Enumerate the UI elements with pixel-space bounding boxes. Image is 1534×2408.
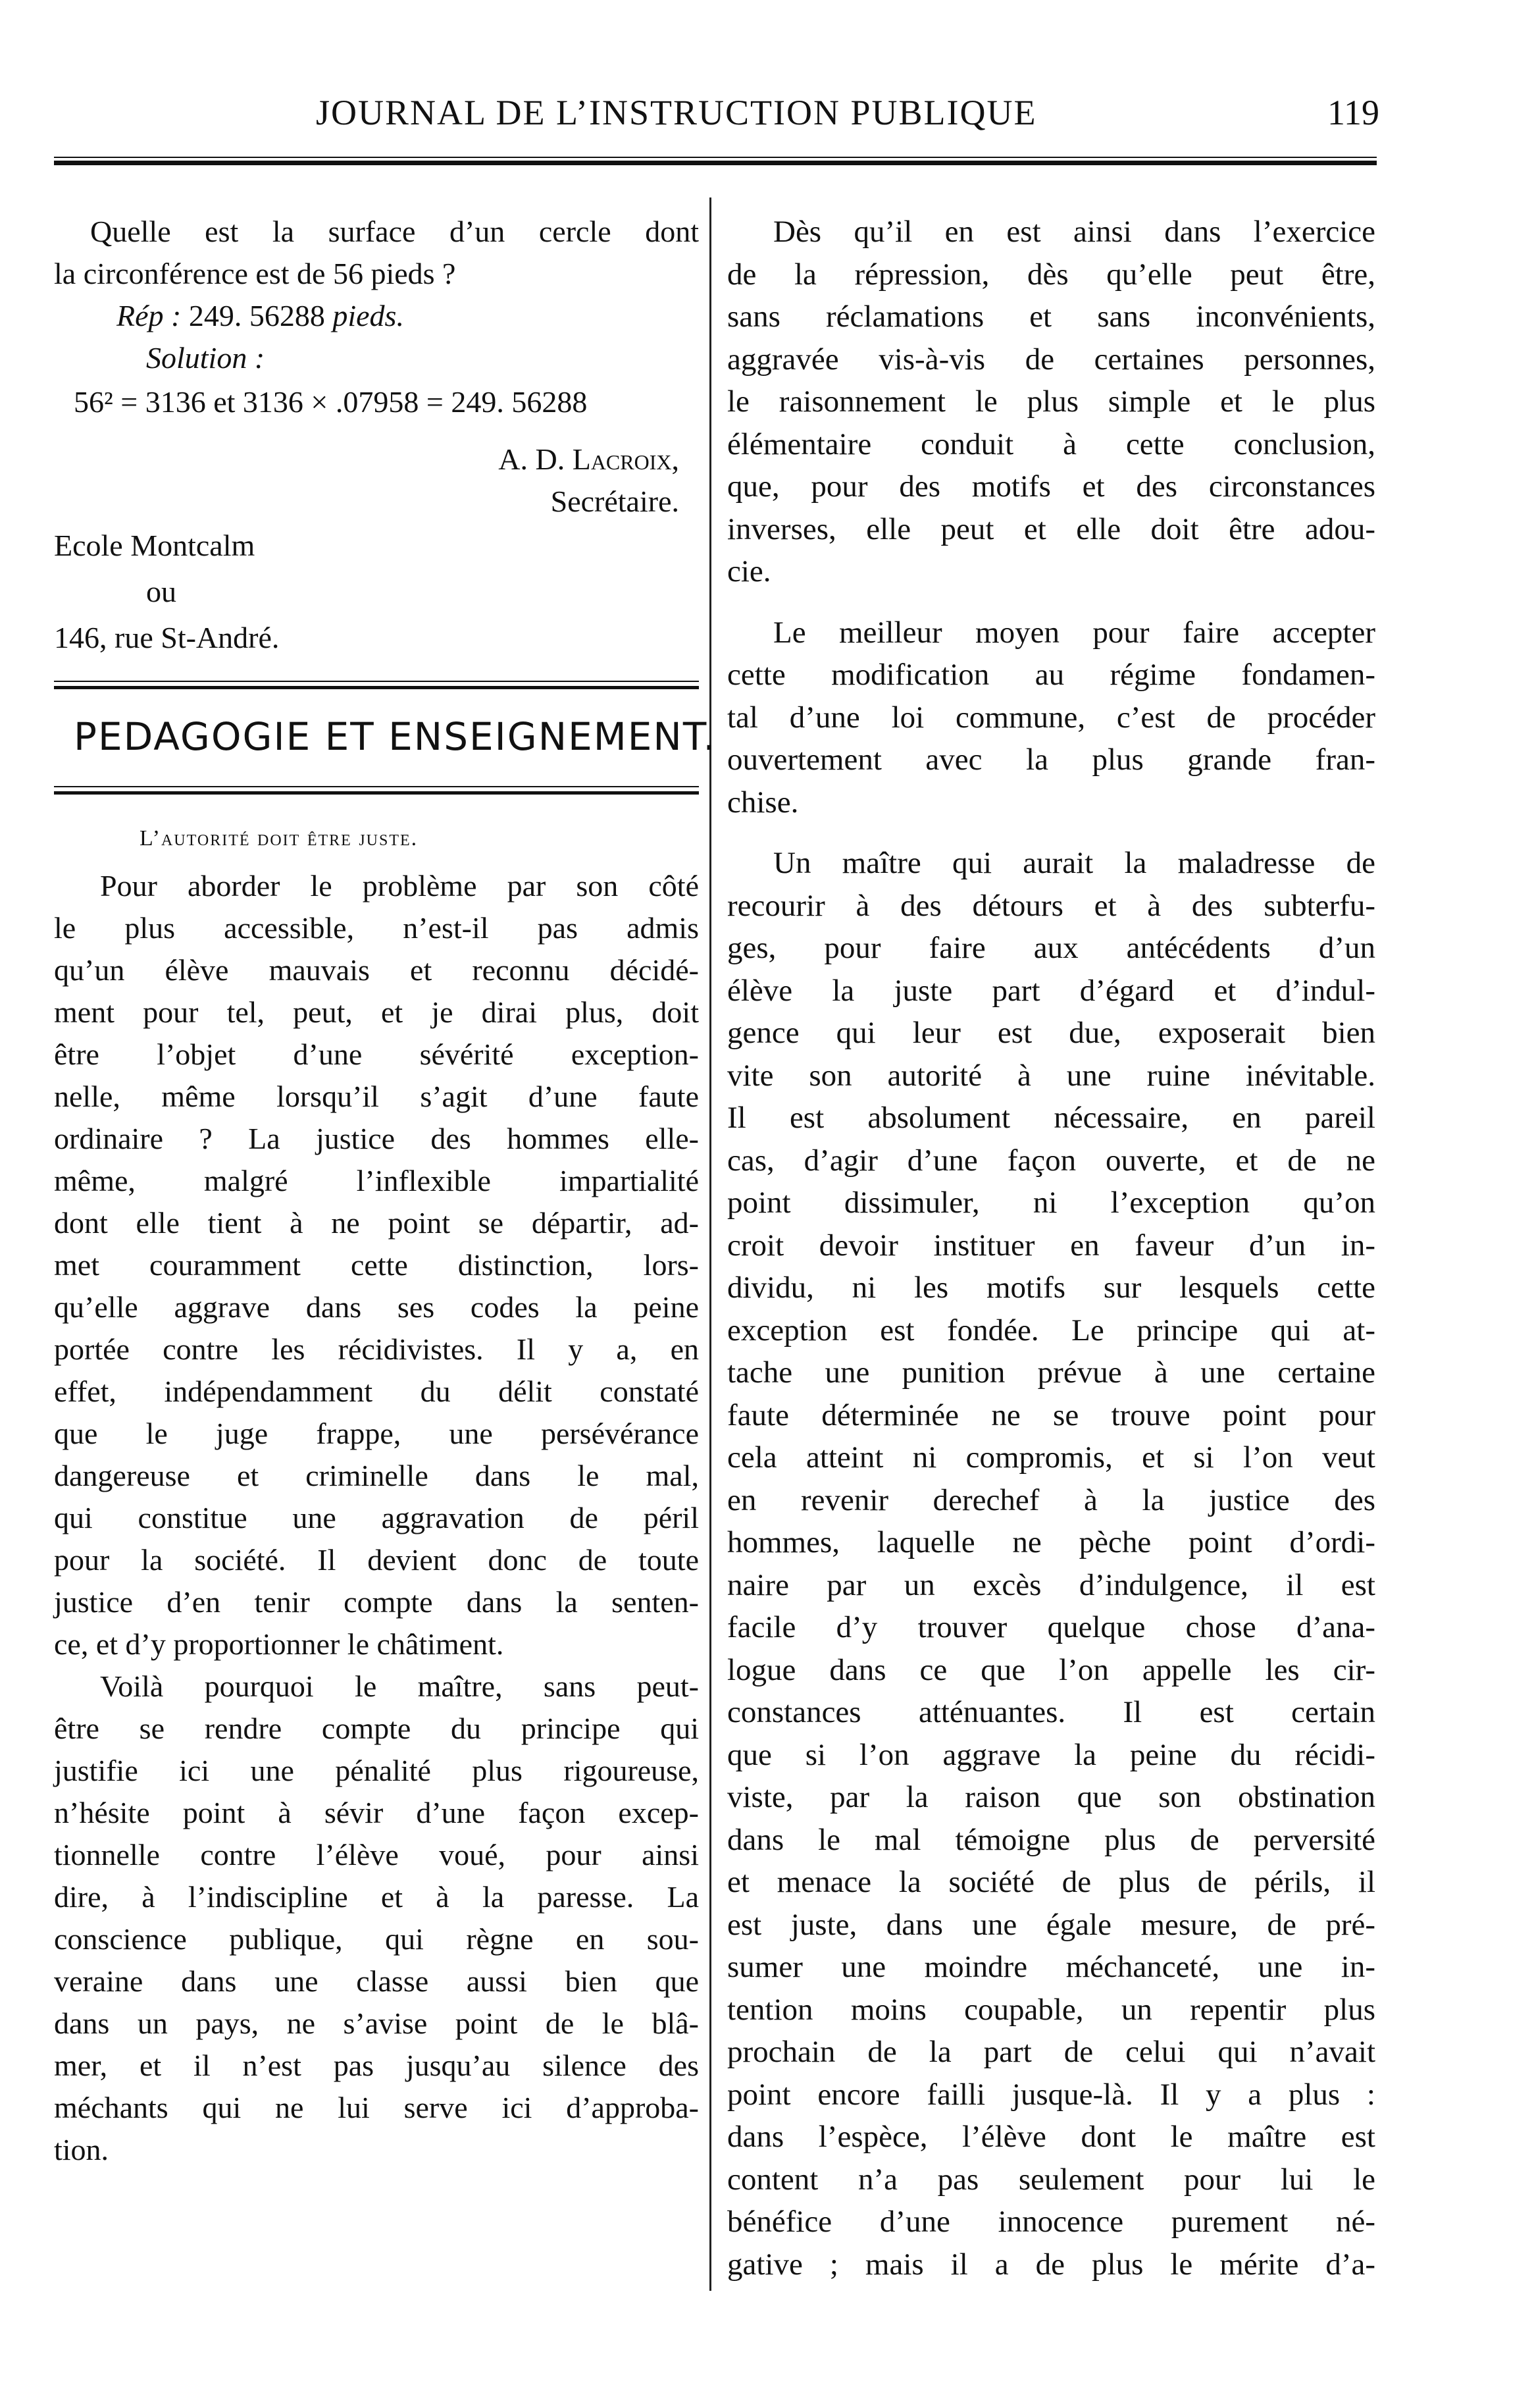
- body-line: en revenir derechef à la justice des: [727, 1482, 1375, 1517]
- body-line: que le juge frappe, une persévérance: [54, 1417, 699, 1450]
- left-column: [54, 211, 717, 2171]
- body-line: sumer une moindre méchanceté, une in-: [727, 1950, 1375, 1984]
- body-line: de la répression, dès qu’elle peut être,: [727, 257, 1375, 292]
- body-line: chise.: [727, 785, 799, 820]
- signature-name: A. D. Lacroix,: [498, 442, 679, 476]
- body-line: méchants qui ne lui serve ici d’approba-: [54, 2091, 699, 2124]
- answer-value: 249. 56288: [188, 299, 325, 332]
- body-line: dividu, ni les motifs sur lesquels cette: [727, 1270, 1375, 1305]
- body-line: veraine dans une classe aussi bien que: [54, 1964, 699, 1998]
- body-line: même, malgré l’inflexible impartialité: [54, 1164, 699, 1197]
- section-rule: [54, 786, 699, 799]
- signature-title: Secrétaire.: [550, 484, 679, 518]
- body-line: vite son autorité à une ruine inévitable.: [727, 1058, 1375, 1093]
- body-line: gative ; mais il a de plus le mérite d’a-: [727, 2247, 1375, 2282]
- body-line: tention moins coupable, un repentir plus: [727, 1992, 1375, 2027]
- body-line: bénéfice d’une innocence purement né-: [727, 2205, 1375, 2239]
- running-title: JOURNAL DE L’INSTRUCTION PUBLIQUE: [316, 93, 1037, 132]
- school-line: ou: [146, 575, 176, 608]
- body-line: point dissimuler, ni l’exception qu’on: [727, 1186, 1375, 1220]
- running-head: [0, 92, 1534, 145]
- body-line: effet, indépendamment du délit constaté: [54, 1374, 699, 1408]
- section-heading: PEDAGOGIE ET ENSEIGNEMENT.: [74, 714, 717, 759]
- body-line: dans le mal témoigne plus de perversité: [727, 1822, 1375, 1857]
- body-line: que si l’on aggrave la peine du récidi-: [727, 1737, 1375, 1772]
- body-line: élémentaire conduit à cette conclusion,: [727, 427, 1375, 461]
- body-line: le raisonnement le plus simple et le plus: [727, 384, 1375, 419]
- body-line: prochain de la part de celui qui n’avait: [727, 2035, 1375, 2069]
- body-line: est juste, dans une égale mesure, de pré-: [727, 1907, 1375, 1942]
- body-line: ment pour tel, peut, et je dirai plus, doit: [54, 995, 699, 1029]
- body-line: Il est absolument nécessaire, en pareil: [727, 1101, 1375, 1135]
- body-line: nelle, même lorsqu’il s’agit d’une faute: [54, 1080, 699, 1113]
- problem-line: Quelle est la surface d’un cercle dont: [90, 215, 699, 248]
- body-line: dont elle tient à ne point se départir, ad-: [54, 1206, 699, 1240]
- school-line: 146, rue St-André.: [54, 621, 280, 654]
- solution-label: Solution :: [146, 341, 265, 375]
- body-line: être se rendre compte du principe qui: [54, 1712, 699, 1745]
- body-line: recourir à des détours et à des subterfu-: [727, 888, 1375, 923]
- body-line: qui constitue une aggravation de péril: [54, 1501, 699, 1534]
- body-line: que, pour des motifs et des circonstances: [727, 469, 1375, 504]
- body-line: tal d’une loi commune, c’est de procéder: [727, 700, 1375, 735]
- body-line: faute déterminée ne se trouve point pour: [727, 1398, 1375, 1432]
- body-line: élève la juste part d’égard et d’indul-: [727, 973, 1375, 1008]
- body-line: ges, pour faire aux antécédents d’un: [727, 931, 1375, 965]
- body-line: viste, par la raison que son obstination: [727, 1780, 1375, 1814]
- body-line: dangereuse et criminelle dans le mal,: [54, 1459, 699, 1492]
- body-line: n’hésite point à sévir d’une façon excep-: [54, 1796, 699, 1829]
- body-line: Pour aborder le problème par son côté: [100, 869, 699, 903]
- body-line: logue dans ce que l’on appelle les cir-: [727, 1652, 1375, 1687]
- body-line: content n’a pas seulement pour lui le: [727, 2162, 1375, 2197]
- body-line: conscience publique, qui règne en sou-: [54, 1922, 699, 1956]
- body-line: cie.: [727, 554, 771, 589]
- body-line: aggravée vis-à-vis de certaines personnes,: [727, 342, 1375, 377]
- body-line: être l’objet d’une sévérité exception-: [54, 1037, 699, 1071]
- body-line: sans réclamations et sans inconvénients,: [727, 300, 1375, 334]
- body-line: cas, d’agir d’une façon ouverte, et de ne: [727, 1143, 1375, 1178]
- solution-formula: 56² = 3136 et 3136 × .07958 = 249. 56288: [74, 385, 588, 419]
- school-line: Ecole Montcalm: [54, 529, 255, 562]
- body-line: Le meilleur moyen pour faire accepter: [773, 615, 1375, 650]
- body-line: Voilà pourquoi le maître, sans peut-: [100, 1669, 699, 1703]
- body-line: Un maître qui aurait la maladresse de: [773, 846, 1375, 880]
- body-line: facile d’y trouver quelque chose d’ana-: [727, 1610, 1375, 1644]
- body-line: justifie ici une pénalité plus rigoureuse,: [54, 1754, 699, 1787]
- page-number: 119: [1327, 93, 1379, 132]
- body-line: mer, et il n’est pas jusqu’au silence des: [54, 2049, 699, 2082]
- body-line: naire par un excès d’indulgence, il est: [727, 1567, 1375, 1602]
- body-line: ce, et d’y proportionner le châtiment.: [54, 1627, 504, 1661]
- column-divider: [709, 197, 711, 2291]
- body-line: cela atteint ni compromis, et si l’on veut: [727, 1440, 1375, 1475]
- body-line: hommes, laquelle ne pèche point d’ordi-: [727, 1525, 1375, 1559]
- body-line: point encore failli jusque-là. Il y a plus :: [727, 2077, 1375, 2112]
- header-double-rule: [54, 157, 1377, 170]
- body-line: tionnelle contre l’élève voué, pour ainsi: [54, 1838, 699, 1871]
- body-line: et menace la société de plus de périls, il: [727, 1865, 1375, 1899]
- body-line: tache une punition prévue à une certaine: [727, 1355, 1375, 1390]
- body-line: constances atténuantes. Il est certain: [727, 1695, 1375, 1729]
- body-line: cette modification au régime fondamen-: [727, 658, 1375, 692]
- body-line: tion.: [54, 2133, 109, 2166]
- body-line: pour la société. Il devient donc de toute: [54, 1543, 699, 1577]
- body-line: inverses, elle peut et elle doit être adou-: [727, 511, 1375, 546]
- section-rule: [54, 681, 699, 694]
- body-line: portée contre les récidivistes. Il y a, en: [54, 1332, 699, 1366]
- right-column: [727, 211, 1375, 2286]
- body-line: justice d’en tenir compte dans la senten-: [54, 1585, 699, 1619]
- body-line: croit devoir instituer en faveur d’un in-: [727, 1228, 1375, 1263]
- body-line: met couramment cette distinction, lors-: [54, 1248, 699, 1282]
- answer-line: [54, 295, 699, 337]
- body-line: dans un pays, ne s’avise point de le blâ-: [54, 2006, 699, 2040]
- body-line: Dès qu’il en est ainsi dans l’exercice: [773, 215, 1375, 249]
- problem-line: la circonférence est de 56 pieds ?: [54, 257, 456, 290]
- body-line: le plus accessible, n’est-il pas admis: [54, 911, 699, 945]
- answer-label: Rép :: [116, 299, 182, 332]
- article-title: L’autorité doit être juste.: [140, 826, 419, 851]
- body-line: qu’un élève mauvais et reconnu décidé-: [54, 953, 699, 987]
- body-line: qu’elle aggrave dans ses codes la peine: [54, 1290, 699, 1324]
- answer-unit: pieds.: [332, 299, 404, 332]
- body-line: exception est fondée. Le principe qui at-: [727, 1313, 1375, 1348]
- body-line: gence qui leur est due, exposerait bien: [727, 1016, 1375, 1050]
- body-line: dans l’espèce, l’élève dont le maître est: [727, 2120, 1375, 2154]
- body-line: ordinaire ? La justice des hommes elle-: [54, 1122, 699, 1155]
- body-line: ouvertement avec la plus grande fran-: [727, 743, 1375, 777]
- body-line: dire, à l’indiscipline et à la paresse. La: [54, 1880, 699, 1914]
